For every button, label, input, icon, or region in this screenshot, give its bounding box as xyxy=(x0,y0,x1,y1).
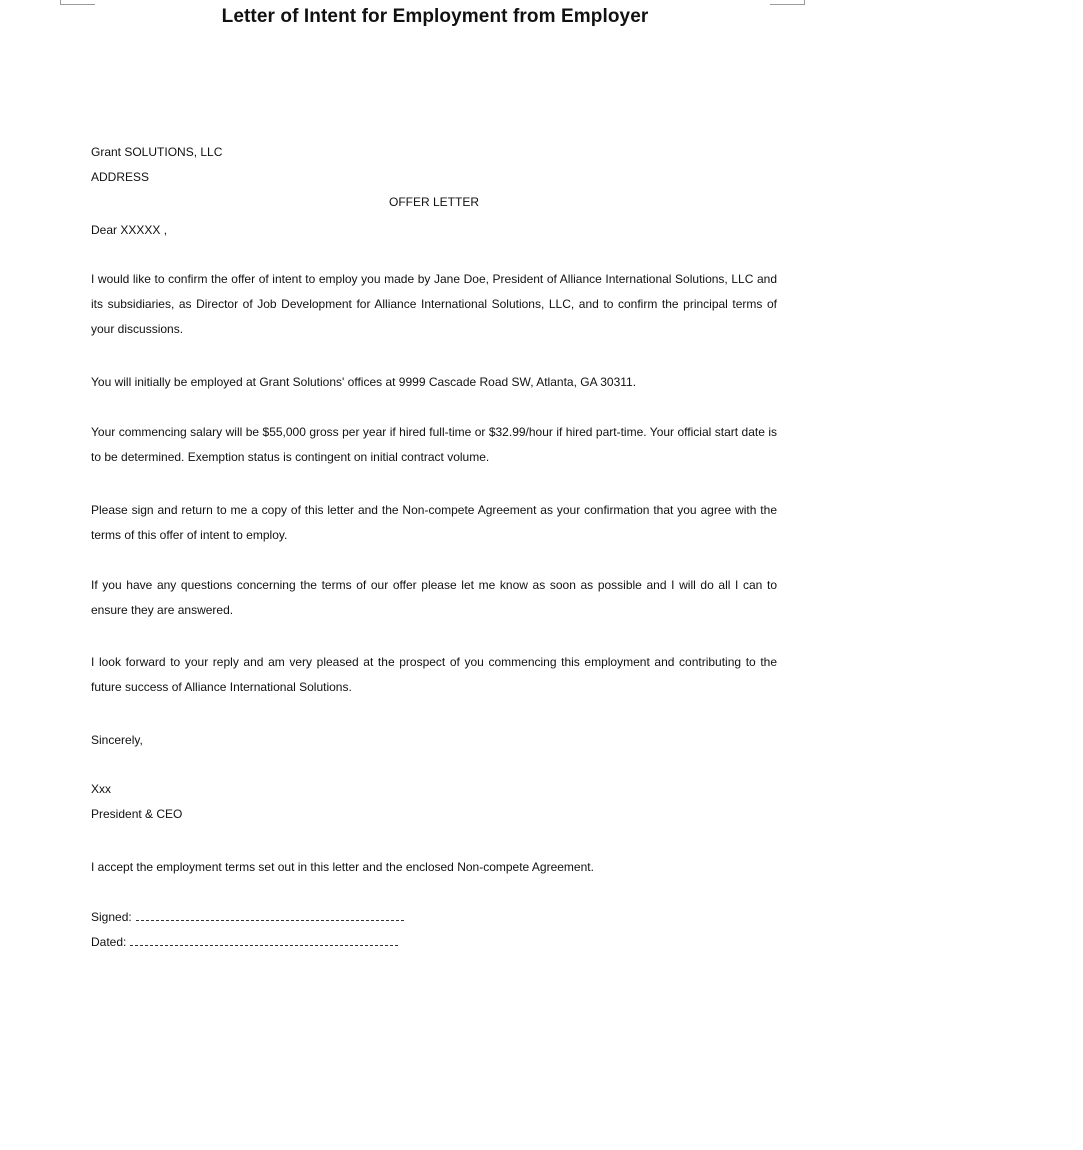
dated-line xyxy=(91,930,398,955)
paragraph-offer: I would like to confirm the offer of intent to employ you made by Jane Doe, President of Alliance International Solutions, LLC and its subsidiaries, as Director of Job Development for Alliance International Solutions, LLC, and to confirm the principal terms of your discussions. xyxy=(91,272,777,336)
paragraph-sign-return: Please sign and return to me a copy of this letter and the Non-compete Agreement as your confirmation that you agree with the terms of this offer of intent to employ. xyxy=(91,503,777,542)
document-title: Letter of Intent for Employment from Employer xyxy=(221,6,649,27)
crop-mark-right xyxy=(770,0,805,5)
signed-label: Signed: xyxy=(91,910,132,924)
company-name: Grant SOLUTIONS, LLC xyxy=(91,145,223,159)
crop-mark-left xyxy=(60,0,95,5)
offer-letter-heading: OFFER LETTER xyxy=(388,195,479,209)
paragraph-salary: Your commencing salary will be $55,000 gross per year if hired full-time or $32.99/hour if hired part-time. Your official start date is to be determined. Exemption status is contingent on initial contract volume. xyxy=(91,425,777,464)
salutation: Dear XXXXX , xyxy=(91,223,168,237)
address-label: ADDRESS xyxy=(91,170,150,184)
signed-blank xyxy=(136,909,404,921)
signer-title: President & CEO xyxy=(91,807,183,821)
acceptance-statement: I accept the employment terms set out in this letter and the enclosed Non-compete Agreement. xyxy=(91,860,594,874)
signer-name: Xxx xyxy=(91,782,112,796)
paragraph-questions: If you have any questions concerning the terms of our offer please let me know as soon as possible and I will do all I can to ensure they are answered. xyxy=(91,578,777,617)
closing: Sincerely, xyxy=(91,733,143,747)
paragraph-closing-remarks: I look forward to your reply and am very pleased at the prospect of you commencing this employment and contributing to the future success of Alliance International Solutions. xyxy=(91,655,777,694)
signed-line xyxy=(91,905,404,930)
paragraph-location: You will initially be employed at Grant Solutions' offices at 9999 Cascade Road SW, Atlanta, GA 30311. xyxy=(91,375,637,389)
dated-blank xyxy=(130,934,398,946)
dated-label: Dated: xyxy=(91,935,127,949)
